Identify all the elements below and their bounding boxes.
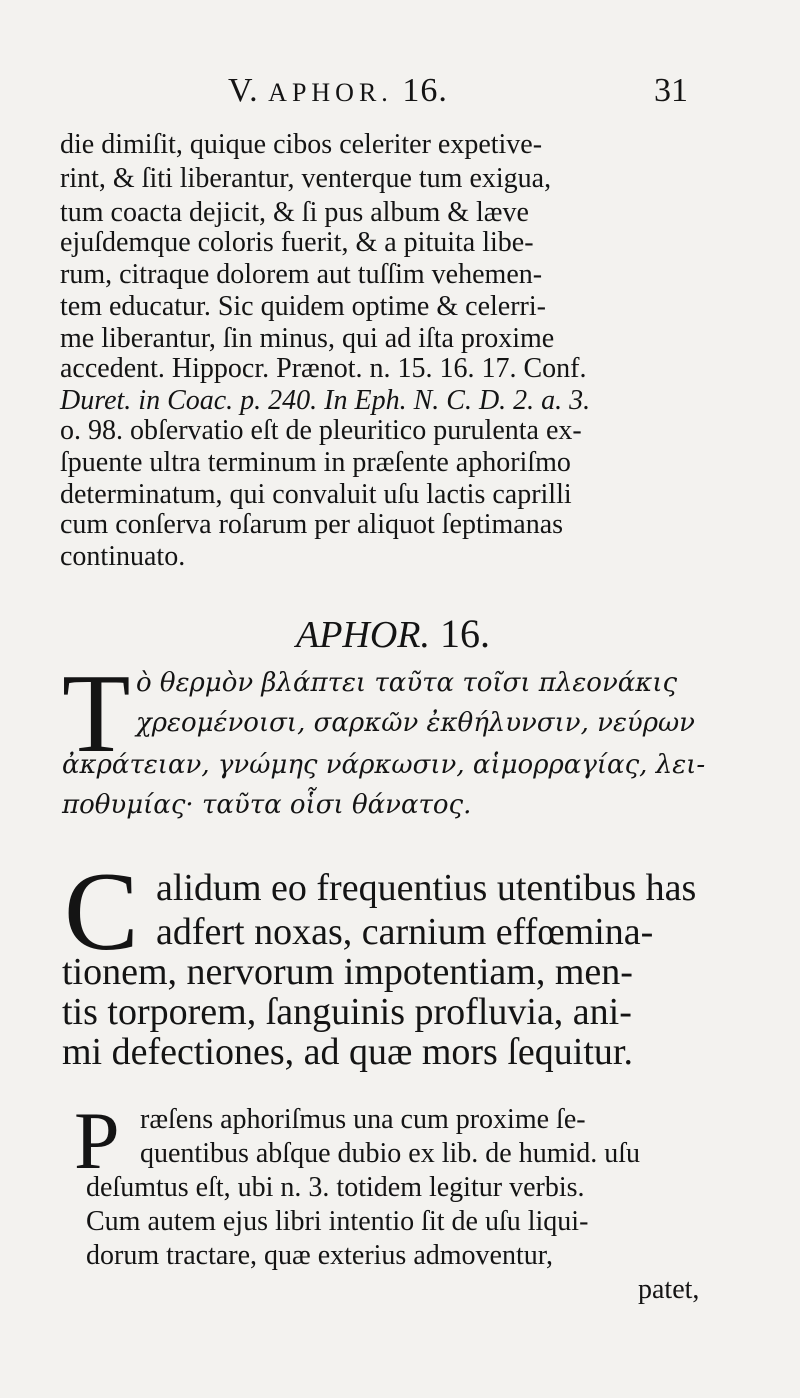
latin-drop-cap: C — [64, 850, 139, 974]
aphorism-line: mi defectiones, ad quæ mors ſequitur. — [62, 1031, 633, 1073]
text-line: tum coacta dejicit, & ſi pus album & læve — [60, 197, 529, 228]
commentary-drop-cap: P — [74, 1095, 120, 1186]
text-line: rint, & ſiti liberantur, venterque tum exigua, — [60, 163, 552, 194]
text-line: cum conſerva roſarum per aliquot ſeptimanas — [60, 509, 564, 540]
commentary-line: dorum tractare, quæ exterius admoventur, — [86, 1240, 553, 1271]
text-line: tem educatur. Sic quidem optime & celerri- — [60, 291, 546, 322]
text-line: o. 98. obſervatio eſt de pleuritico purulenta ex- — [60, 415, 582, 446]
commentary-line: quentibus abſque dubio ex lib. de humid. uſu — [140, 1138, 641, 1169]
text-line: continuato. — [60, 541, 186, 572]
text-line: determinatum, qui convaluit uſu lactis caprilli — [60, 479, 572, 510]
aphorism-line: alidum eo frequentius utentibus has — [156, 867, 697, 909]
text-line: ejuſdemque coloris fuerit, & a pituita libe- — [60, 227, 534, 258]
commentary-line: Cum autem ejus libri intentio ſit de uſu liqui- — [86, 1206, 589, 1237]
greek-line: ἀκράτειαν, γνώμης νάρκωσιν, αἱμορραγίας, λει- — [62, 750, 706, 780]
aphorism-line: adfert noxas, carnium effœmina- — [156, 911, 654, 953]
aphorism-heading — [296, 610, 490, 657]
running-header — [228, 72, 448, 110]
catchword: patet, — [638, 1274, 700, 1305]
aphorism-heading-number: 16. — [440, 611, 491, 656]
greek-drop-cap: T — [62, 652, 131, 776]
text-line: me liberantur, ſin minus, qui ad iſta proxime — [60, 323, 555, 354]
greek-line: ποθυμίας· ταῦτα οἷσι θάνατος. — [62, 790, 472, 820]
text-line: die dimiſit, quique cibos celeriter expetive- — [60, 129, 543, 160]
greek-line: ὸ θερμὸν βλάπτει ταῦτα τοῖσι πλεονάκις — [136, 668, 678, 698]
text-line: ſpuente ultra terminum in præſente aphoriſmo — [60, 447, 571, 478]
aphorism-line: tis torporem, ſanguinis profluvia, ani- — [62, 991, 632, 1033]
greek-line: χρεομένοισι, σαρκῶν ἐκθήλυνσιν, νεύρων — [136, 708, 695, 738]
header-number: 16. — [402, 72, 448, 109]
aphorism-heading-label: APHOR. — [296, 614, 431, 656]
commentary-line: ræſens aphoriſmus una cum proxime ſe- — [140, 1104, 586, 1135]
text-line: rum, citraque dolorem aut tuſſim vehemen- — [60, 259, 543, 290]
header-roman: V. — [228, 72, 259, 109]
aphorism-line: tionem, nervorum impotentiam, men- — [62, 951, 633, 993]
text-line: accedent. Hippocr. Prænot. n. 15. 16. 17. Conf. — [60, 353, 587, 384]
commentary-line: deſumtus eſt, ubi n. 3. totidem legitur verbis. — [86, 1172, 585, 1203]
header-aphor-label: APHOR. — [268, 78, 393, 107]
page-number: 31 — [654, 72, 688, 109]
text-line: Duret. in Coac. p. 240. In Eph. N. C. D. 2. a. 3. — [60, 385, 591, 416]
